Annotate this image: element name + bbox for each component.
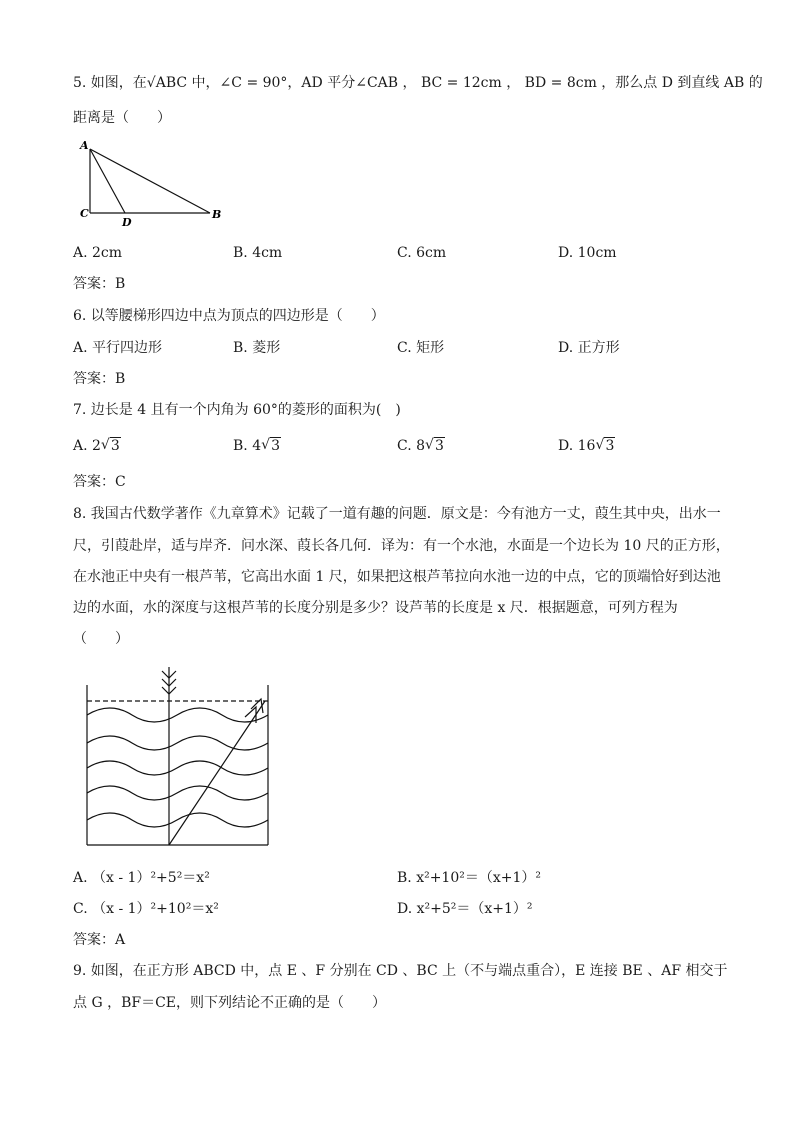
q6-option-c: C. 矩形 (397, 340, 445, 356)
q7-option-b: B. 4√ 3 (233, 436, 281, 456)
q8-stem-line4: 边的水面，水的深度与这根芦苇的长度分别是多少？设芦苇的长度是 x 尺．根据题意，可列方程为 (73, 600, 678, 616)
wave-1 (87, 708, 268, 722)
q8-option-c: C. （x - 1）²+10²＝x² (73, 901, 219, 917)
q6-answer: 答案：B (73, 371, 126, 387)
q5-stem-line1: 5. 如图，在√ABC 中，∠C = 90°，AD 平分∠CAB ， BC = 12cm ， BD = 8cm ，那么点 D 到直线 AB 的 (73, 75, 763, 91)
q8-option-b: B. x²+10²＝（x+1）² (397, 870, 541, 886)
q8-option-a: A. （x - 1）²+5²＝x² (73, 870, 210, 886)
q7-stem: 7. 边长是 4 且有一个内角为 60°的菱形的面积为( ) (73, 402, 401, 418)
q5-triangle-figure (75, 137, 235, 232)
q8-stem-line1: 8. 我国古代数学著作《九章算术》记载了一道有趣的问题．原文是：今有池方一丈，葭生其中央，出水一 (73, 506, 721, 522)
q7-answer: 答案：C (73, 474, 126, 490)
q8-pond-reed-figure (80, 665, 280, 855)
q5-option-b: B. 4cm (233, 245, 283, 261)
q8-option-d: D. x²+5²＝（x+1）² (397, 901, 533, 917)
q6-option-b: B. 菱形 (233, 340, 281, 356)
q7-option-d: D. 16√ 3 (558, 436, 615, 456)
wave-3 (87, 761, 268, 775)
q7-option-a: A. 2√ 3 (73, 436, 121, 456)
q8-stem-line2: 尺，引葭赴岸，适与岸齐．问水深、葭长各几何．译为：有一个水池，水面是一个边长为 10 尺的正方形， (73, 538, 730, 554)
q5-answer: 答案：B (73, 276, 126, 292)
q7-option-c: C. 8√ 3 (397, 436, 445, 456)
q5-option-d: D. 10cm (558, 245, 617, 261)
q5-stem-line2: 距离是（ ） (73, 110, 171, 126)
label-b: B (212, 208, 222, 221)
q6-stem: 6. 以等腰梯形四边中点为顶点的四边形是（ ） (73, 308, 385, 324)
q5-option-c: C. 6cm (397, 245, 447, 261)
wave-5 (87, 813, 268, 827)
q6-option-d: D. 正方形 (558, 340, 620, 356)
label-d: D (122, 216, 132, 229)
reed-slanted (169, 701, 265, 845)
q5-option-a: A. 2cm (73, 245, 123, 261)
q8-stem-line5: （ ） (73, 631, 129, 647)
label-a: A (80, 139, 89, 152)
q6-option-a: A. 平行四边形 (73, 340, 163, 356)
wave-4 (87, 786, 268, 800)
q9-stem-line1: 9. 如图，在正方形 ABCD 中，点 E 、F 分别在 CD 、BC 上（不与端点重合），E 连接 BE 、AF 相交于 (73, 963, 728, 979)
label-c: C (80, 207, 89, 220)
q8-answer: 答案：A (73, 932, 126, 948)
q8-stem-line3: 在水池正中央有一根芦苇，它高出水面 1 尺，如果把这根芦苇拉向水池一边的中点，它的顶端恰好到达池 (73, 569, 721, 585)
q9-stem-line2: 点 G ，BF＝CE，则下列结论不正确的是（ ） (73, 995, 387, 1011)
